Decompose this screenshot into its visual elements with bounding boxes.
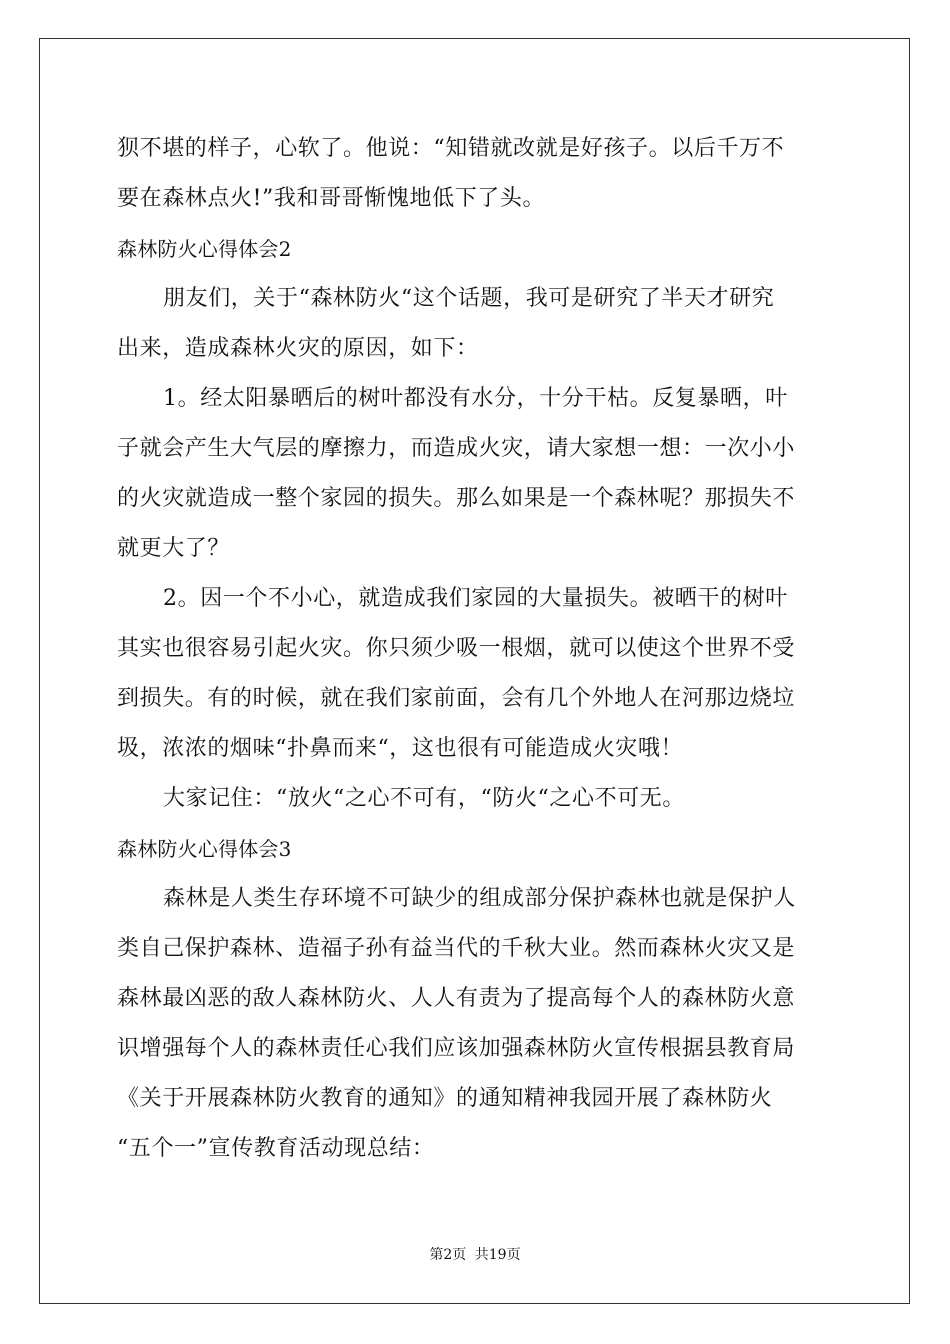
paragraph-line: 圾，浓浓的烟味“扑鼻而来“，这也很有可能造成火灾哦！ bbox=[117, 736, 684, 761]
section-heading: 森林防火心得体会3 bbox=[117, 837, 292, 861]
page-total: 共19页 bbox=[474, 1247, 521, 1263]
paragraph-line: 狈不堪的样子，心软了。他说：“知错就改就是好孩子。以后千万不 bbox=[117, 136, 785, 161]
section-heading: 森林防火心得体会2 bbox=[117, 237, 292, 261]
document-body bbox=[117, 124, 833, 1174]
paragraph-line: 2。因一个不小心，就造成我们家园的大量损失。被晒干的树叶 bbox=[163, 586, 788, 611]
paragraph-line: 的火灾就造成一整个家园的损失。那么如果是一个森林呢？那损失不 bbox=[117, 486, 796, 511]
paragraph-line: 森林是人类生存环境不可缺少的组成部分保护森林也就是保护人 bbox=[163, 886, 796, 911]
paragraph-line: 其实也很容易引起火灾。你只须少吸一根烟，就可以使这个世界不受 bbox=[117, 636, 796, 661]
page-number: 第2页 bbox=[429, 1247, 467, 1263]
page-footer bbox=[0, 1245, 950, 1265]
paragraph-line: 《关于开展森林防火教育的通知》的通知精神我园开展了森林防火 bbox=[117, 1086, 773, 1111]
paragraph-line: 到损失。有的时候，就在我们家前面，会有几个外地人在河那边烧垃 bbox=[117, 686, 796, 711]
paragraph-line: 要在森林点火!”我和哥哥惭愧地低下了头。 bbox=[117, 186, 546, 211]
paragraph-line: 识增强每个人的森林责任心我们应该加强森林防火宣传根据县教育局 bbox=[117, 1036, 796, 1061]
paragraph-line: 大家记住：“放火“之心不可有，“防火“之心不可无。 bbox=[163, 786, 685, 811]
paragraph-line: “五个一”宣传教育活动现总结： bbox=[117, 1136, 435, 1161]
paragraph-line: 就更大了？ bbox=[117, 536, 231, 561]
paragraph-line: 森林最凶恶的敌人森林防火、人人有责为了提高每个人的森林防火意 bbox=[117, 986, 796, 1011]
paragraph-line: 朋友们，关于“森林防火“这个话题，我可是研究了半天才研究 bbox=[163, 286, 775, 311]
paragraph-line: 类自己保护森林、造福子孙有益当代的千秋大业。然而森林火灾又是 bbox=[117, 936, 796, 961]
paragraph-line: 1。经太阳暴晒后的树叶都没有水分，十分干枯。反复暴晒，叶 bbox=[163, 386, 788, 411]
paragraph-line: 出来，造成森林火灾的原因，如下： bbox=[117, 336, 479, 361]
paragraph-line: 子就会产生大气层的摩擦力，而造成火灾，请大家想一想：一次小小 bbox=[117, 436, 796, 461]
